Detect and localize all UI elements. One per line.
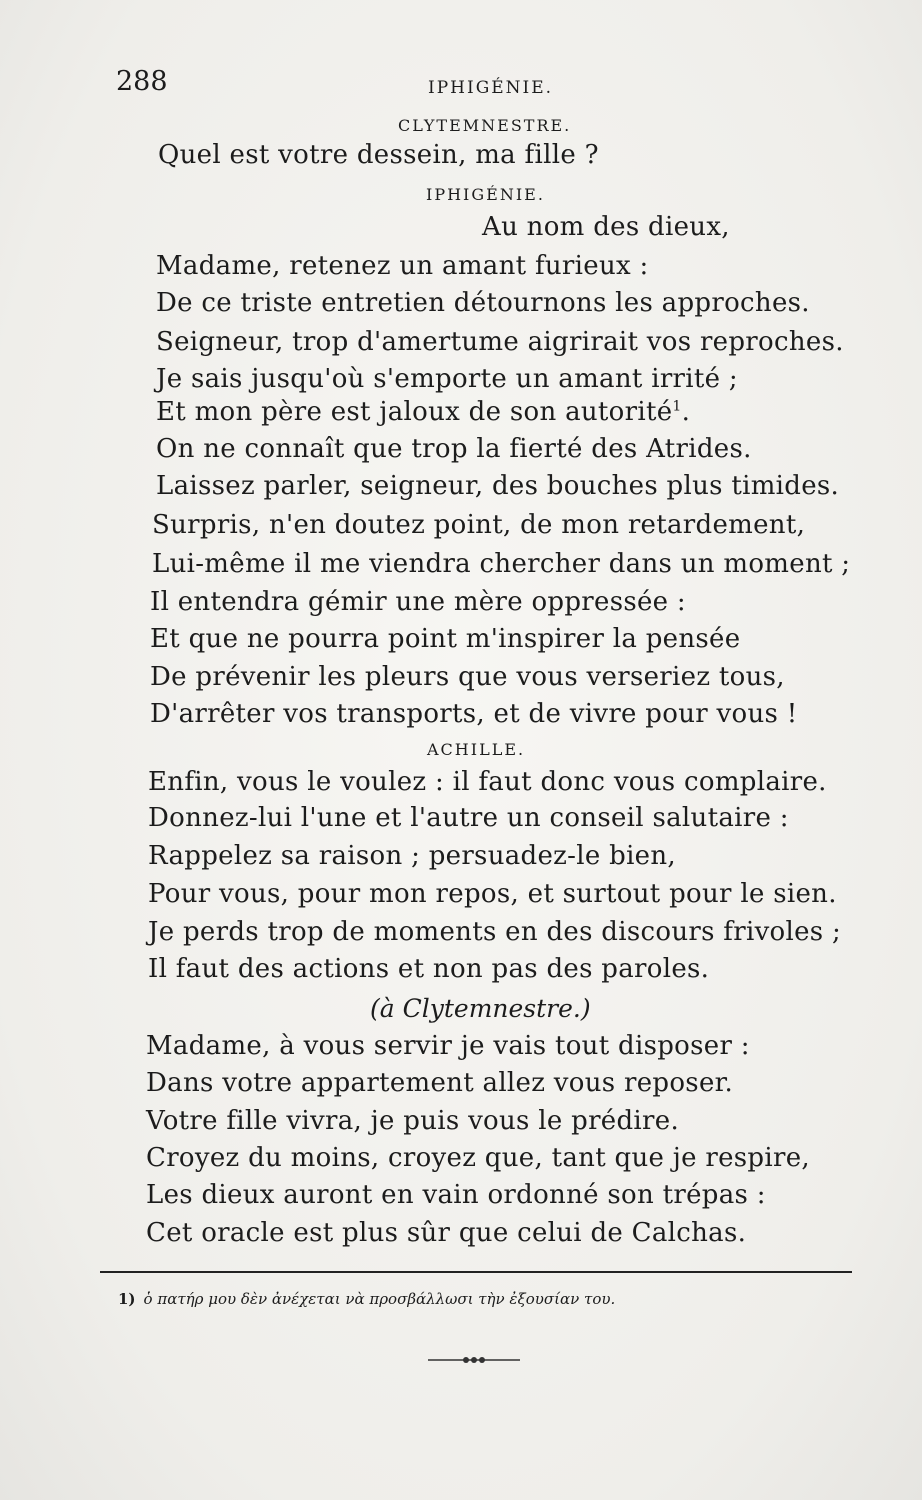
verse-line: Cet oracle est plus sûr que celui de Calchas. xyxy=(146,1218,747,1248)
footnote-marker: 1) xyxy=(118,1290,136,1308)
verse-line: Laissez parler, seigneur, des bouches plus timides. xyxy=(156,471,840,501)
verse-line: Quel est votre dessein, ma fille ? xyxy=(158,140,599,170)
footnote-ref: 1 xyxy=(672,398,682,415)
speaker-iphigenie: IPHIGÉNIE. xyxy=(426,185,545,204)
speaker-achille: ACHILLE. xyxy=(427,740,526,759)
verse-line: Lui-même il me viendra chercher dans un moment ; xyxy=(152,549,851,579)
verse-line: Je sais jusqu'où s'emporte un amant irrité ; xyxy=(156,364,738,394)
verse-line: Votre fille vivra, je puis vous le prédire. xyxy=(146,1106,680,1136)
running-title: IPHIGÉNIE. xyxy=(428,78,554,98)
verse-line: Dans votre appartement allez vous reposer. xyxy=(146,1068,734,1098)
verse-line: Croyez du moins, croyez que, tant que je respire, xyxy=(146,1143,810,1173)
verse-text: Et mon père est jaloux de son autorité xyxy=(156,397,673,427)
footnote-text: ὁ πατήρ μου δὲν ἀνέχεται νὰ προσβάλλωσι τὴν ἐξουσίαν του. xyxy=(143,1290,616,1308)
stage-direction: (à Clytemnestre.) xyxy=(370,994,591,1023)
verse-line: Madame, à vous servir je vais tout disposer : xyxy=(146,1031,750,1061)
verse-line: Au nom des dieux, xyxy=(482,212,730,242)
verse-line: Seigneur, trop d'amertume aigrirait vos reproches. xyxy=(156,327,844,357)
verse-line: Il faut des actions et non pas des paroles. xyxy=(148,954,710,984)
verse-line: Donnez-lui l'une et l'autre un conseil salutaire : xyxy=(148,803,789,833)
verse-line: Enfin, vous le voulez : il faut donc vous complaire. xyxy=(148,767,827,797)
verse-line: Surpris, n'en doutez point, de mon retardement, xyxy=(152,510,806,540)
verse-line: De prévenir les pleurs que vous verseriez tous, xyxy=(150,662,785,692)
verse-line: Pour vous, pour mon repos, et surtout pour le sien. xyxy=(148,879,837,909)
verse-line: Et que ne pourra point m'inspirer la pensée xyxy=(150,624,741,654)
verse-line: Les dieux auront en vain ordonné son trépas : xyxy=(146,1180,766,1210)
verse-line: De ce triste entretien détournons les approches. xyxy=(156,288,810,318)
footnote xyxy=(118,1290,615,1308)
verse-line: Madame, retenez un amant furieux : xyxy=(156,251,649,281)
page-number: 288 xyxy=(116,66,168,97)
footnote-rule xyxy=(100,1271,852,1273)
speaker-clytemnestre: CLYTEMNESTRE. xyxy=(398,116,572,135)
ornament-icon xyxy=(428,1355,520,1365)
verse-line: Je perds trop de moments en des discours frivoles ; xyxy=(148,917,842,947)
verse-line: Il entendra gémir une mère oppressée : xyxy=(150,587,686,617)
verse-line: Et mon père est jaloux de son autorité$^1$. xyxy=(156,397,691,427)
verse-line: On ne connaît que trop la fierté des Atrides. xyxy=(156,434,752,464)
verse-line: Rappelez sa raison ; persuadez-le bien, xyxy=(148,841,676,871)
verse-line: D'arrêter vos transports, et de vivre pour vous ! xyxy=(150,699,798,729)
